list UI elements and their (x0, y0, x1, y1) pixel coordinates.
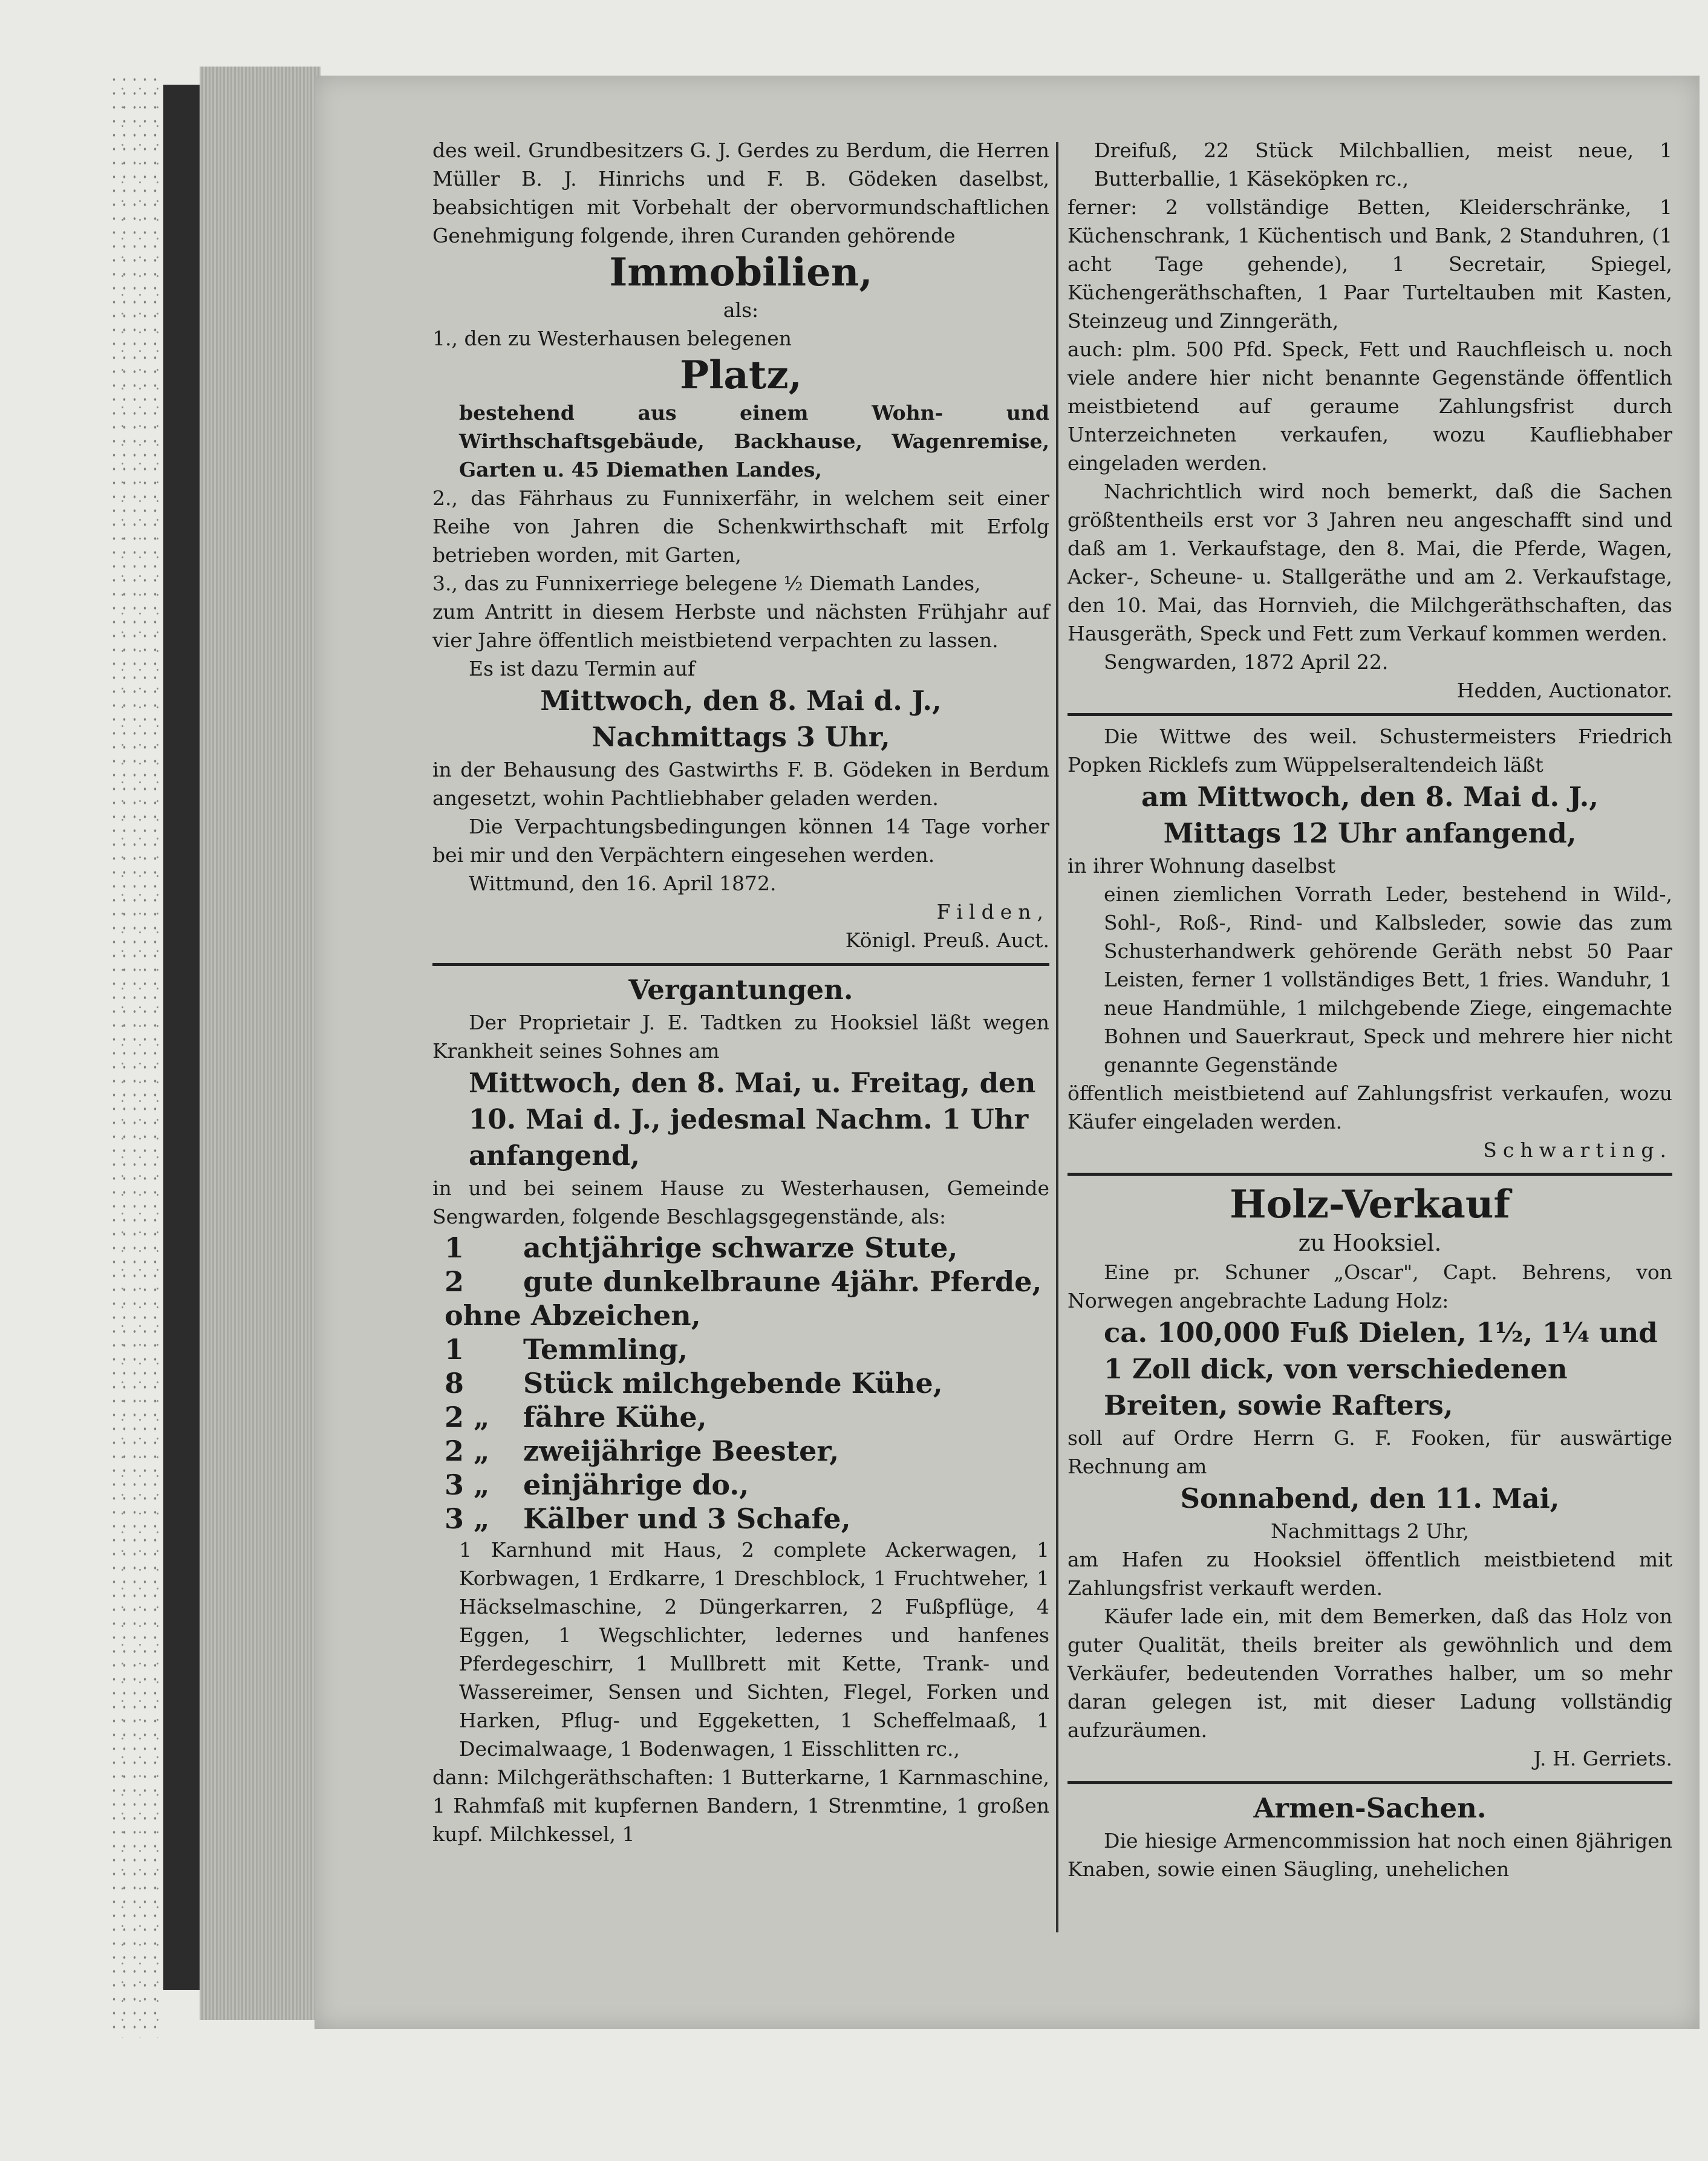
ad2-item-list (432, 1231, 1049, 1536)
ad2-cont-text1: Dreifuß, 22 Stück Milchballien, meist neue, 1 Butterballie, 1 Käseköpken rc., (1094, 139, 1672, 191)
item-text: gute dunkelbraune 4jähr. Pferde, ohne Abzeichen, (445, 1265, 1042, 1332)
ad1-date-line2: Nachmittags 3 Uhr, (592, 721, 890, 753)
list-item (432, 1332, 1049, 1366)
ad1-dateline: Wittmund, den 16. April 1872. (469, 872, 777, 895)
left-column (432, 136, 1049, 1848)
ad-separator (1068, 713, 1672, 716)
item-text: Stück milchgebende Kühe, (523, 1367, 943, 1400)
ad1-item3: 3., das zu Funnixerriege belegene ½ Diemath Landes, (432, 572, 981, 595)
ad-separator (432, 963, 1049, 966)
ad2-cont-note: Nachrichtlich wird noch bemerkt, daß die Sachen größtentheils erst vor 3 Jahren neu angeschafft sind und daß am 1. Verkaufstage, den 8. Mai, die Pferde, Wagen, Acker-, Scheune- u. Stallgeräthe und am 2. Verkaufstage, den 10. Mai, das Hornvieh, die Milchgeräthschaften, das Hausgeräth, Speck und Fett zum Verkauf kommen werden. (1068, 480, 1672, 645)
item-text: Temmling, (523, 1333, 688, 1366)
column-divider (1056, 142, 1058, 1932)
ad2-cont-text3: auch: plm. 500 Pfd. Speck, Fett und Rauchfleisch u. noch viele andere hier nicht benannte Gegenstände öffentlich meistbietend auf geraume Zahlungsfrist durch Unterzeichneten verkaufen, wozu Kaufliebhaber eingeladen werden. (1068, 337, 1672, 475)
item-quantity: 2 „ (445, 1401, 490, 1433)
item-text: Kälber und 3 Schafe, (523, 1502, 851, 1535)
ad1-signer: Filden, (936, 900, 1049, 924)
item-text: einjährige do., (523, 1468, 749, 1501)
list-item (432, 1231, 1049, 1265)
ad2-heading: Vergantungen. (628, 974, 853, 1006)
ad2-misc: 1 Karnhund mit Haus, 2 complete Ackerwagen, 1 Korbwagen, 1 Erdkarre, 1 Dreschblock, 1 Fruchtweher, 1 Häckselmaschine, 2 Düngerkarren, 2 Fußpflüge, 4 Eggen, 1 Wegschlichter, ledernes und hanfenes Pferdegeschirr, 1 Mullbrett mit Kette, Trank- und Wassereimer, Sensen und Sichten, Flegel, Forken und Harken, Pflug- und Eggeketten, 1 Scheffelmaaß, 1 Decimalwaage, 1 Bodenwagen, 1 Eisschlitten rc., (459, 1538, 1049, 1761)
ad1-terms: zum Antritt in diesem Herbste und nächsten Frühjahr auf vier Jahre öffentlich meistbietend verpachten zu lassen. (432, 600, 1049, 652)
ad2-cont-signer: Hedden, Auctionator. (1456, 679, 1672, 702)
ad4-goods: ca. 100,000 Fuß Dielen, 1½, 1¼ und 1 Zoll dick, von verschiedenen Breiten, sowie Rafters, (1104, 1317, 1658, 1421)
item-quantity: 1 (445, 1333, 464, 1366)
ad3-signer: Schwarting. (1483, 1138, 1672, 1162)
item-quantity: 3 „ (445, 1502, 490, 1535)
ad3-date2: Mittags 12 Uhr anfangend, (1163, 817, 1577, 849)
ad4-intro: Eine pr. Schuner „Oscar", Capt. Behrens, von Norwegen angebrachte Ladung Holz: (1068, 1260, 1672, 1312)
item-text: zweijährige Beester, (523, 1435, 839, 1467)
newspaper-page (315, 76, 1700, 2029)
ad4-note: Käufer lade ein, mit dem Bemerken, daß das Holz von guter Qualität, theils breiter als gewöhnlich und dem Verkäufer, bedeutenden Vorrathes halber, um so mehr daran gelegen ist, mit dieser Ladung vollständig aufzuräumen. (1068, 1605, 1672, 1742)
ad2-dann: dann: Milchgeräthschaften: 1 Butterkarne, 1 Karnmaschine, 1 Rahmfaß mit kupfernen Bandern, 1 Strenmtine, 1 großen kupf. Milchkessel, 1 (432, 1765, 1049, 1846)
ad-separator (1068, 1173, 1672, 1176)
ad2-date: Mittwoch, den 8. Mai, u. Freitag, den 10. Mai d. J., jedesmal Nachm. 1 Uhr anfangend, (469, 1067, 1036, 1172)
list-item (432, 1468, 1049, 1502)
ad1-date-line1: Mittwoch, den 8. Mai d. J., (540, 685, 942, 717)
ad1-conditions: Die Verpachtungsbedingungen können 14 Tage vorher bei mir und den Verpächtern eingesehen werden. (432, 815, 1049, 867)
ad3-place: in ihrer Wohnung daselbst (1068, 854, 1335, 878)
item-quantity: 3 „ (445, 1468, 490, 1501)
item-quantity: 1 (445, 1231, 464, 1264)
item-text: fähre Kühe, (523, 1401, 707, 1433)
ad-separator (1068, 1781, 1672, 1784)
ad4-signer: J. H. Gerriets. (1533, 1747, 1672, 1770)
ad4-subheading: zu Hooksiel. (1298, 1230, 1442, 1256)
list-item (432, 1400, 1049, 1434)
ad1-signer-title: Königl. Preuß. Auct. (845, 928, 1049, 952)
ad1-platz: Platz, (679, 353, 803, 398)
ad1-termin: Es ist dazu Termin auf (469, 657, 696, 680)
ad4-place: am Hafen zu Hooksiel öffentlich meistbietend mit Zahlungsfrist verkauft werden. (1068, 1548, 1672, 1600)
ad2-cont-dateline: Sengwarden, 1872 April 22. (1104, 650, 1389, 674)
ad2-cont-text2: ferner: 2 vollständige Betten, Kleiderschränke, 1 Küchenschrank, 1 Küchentisch und Bank, 2 Standuhren, (1 acht Tage gehende), 1 Secretair, Spiegel, Küchengeräthschaften, 1 Paar Turteltauben mit Kasten, Steinzeug und Zinngeräth, (1068, 195, 1672, 333)
ad3-end: öffentlich meistbietend auf Zahlungsfrist verkaufen, wozu Käufer eingeladen werden. (1068, 1081, 1672, 1133)
ad4-date: Sonnabend, den 11. Mai, (1180, 1482, 1560, 1514)
ad4-heading: Holz-Verkauf (1230, 1182, 1510, 1227)
item-quantity: 2 „ (445, 1435, 490, 1467)
marbled-book-edge (109, 73, 163, 2038)
item-quantity: 8 (445, 1367, 464, 1400)
ad1-item1-intro: 1., den zu Westerhausen belegenen (432, 327, 792, 350)
list-item (432, 1366, 1049, 1400)
right-column (1068, 136, 1672, 1883)
ad4-time: Nachmittags 2 Uhr, (1270, 1519, 1470, 1543)
ad3-body: einen ziemlichen Vorrath Leder, bestehend in Wild-, Sohl-, Roß-, Rind- und Kalbsleder, sowie das zum Schusterhandwerk gehörende Geräth nebst 50 Paar Leisten, ferner 1 vollständiges Bett, 1 fries. Wanduhr, 1 neue Handmühle, 1 milchgebende Ziege, eingemachte Bohnen und Sauerkraut, Speck und mehrere hier nicht genannte Gegenstände (1104, 882, 1672, 1077)
ad2-place: in und bei seinem Hause zu Westerhausen, Gemeinde Sengwarden, folgende Beschlagsgegenstände, als: (432, 1176, 1049, 1228)
item-text: achtjährige schwarze Stute, (523, 1231, 958, 1264)
ad1-place: in der Behausung des Gastwirths F. B. Gödeken in Berdum angesetzt, wohin Pachtliebhaber geladen werden. (432, 758, 1049, 810)
ad5-heading: Armen-Sachen. (1253, 1792, 1487, 1824)
item-quantity: 2 (445, 1265, 464, 1298)
ad1-als: als: (723, 298, 759, 322)
ad1-item1-desc: bestehend aus einem Wohn- und Wirthschaftsgebäude, Backhause, Wagenremise, Garten u. 45 Diemathen Landes, (459, 401, 1049, 481)
list-item (432, 1265, 1049, 1332)
ad5-text: Die hiesige Armencommission hat noch einen 8jährigen Knaben, sowie einen Säugling, unehelichen (1068, 1829, 1672, 1881)
ad1-intro: des weil. Grundbesitzers G. J. Gerdes zu Berdum, die Herren Müller B. J. Hinrichs und F. B. Gödeken daselbst, beabsichtigen mit Vorbehalt der obervormundschaftlichen Genehmigung folgende, ihren Curanden gehörende (432, 139, 1049, 247)
ad4-order: soll auf Ordre Herrn G. F. Fooken, für auswärtige Rechnung am (1068, 1426, 1672, 1478)
list-item (432, 1434, 1049, 1468)
ad2-intro: Der Proprietair J. E. Tadtken zu Hooksiel läßt wegen Krankheit seines Sohnes am (432, 1011, 1049, 1063)
book-spine (163, 85, 200, 1990)
page-stack-edge (200, 67, 321, 2020)
ad1-item2: 2., das Fährhaus zu Funnixerfähr, in welchem seit einer Reihe von Jahren die Schenkwirthschaft mit Erfolg betrieben worden, mit Garten, (432, 486, 1049, 567)
ad3-date1: am Mittwoch, den 8. Mai d. J., (1141, 781, 1599, 813)
list-item (432, 1502, 1049, 1536)
ad1-heading: Immobilien, (609, 250, 873, 295)
ad3-intro: Die Wittwe des weil. Schustermeisters Friedrich Popken Ricklefs zum Wüppelseraltendeich läßt (1068, 725, 1672, 777)
